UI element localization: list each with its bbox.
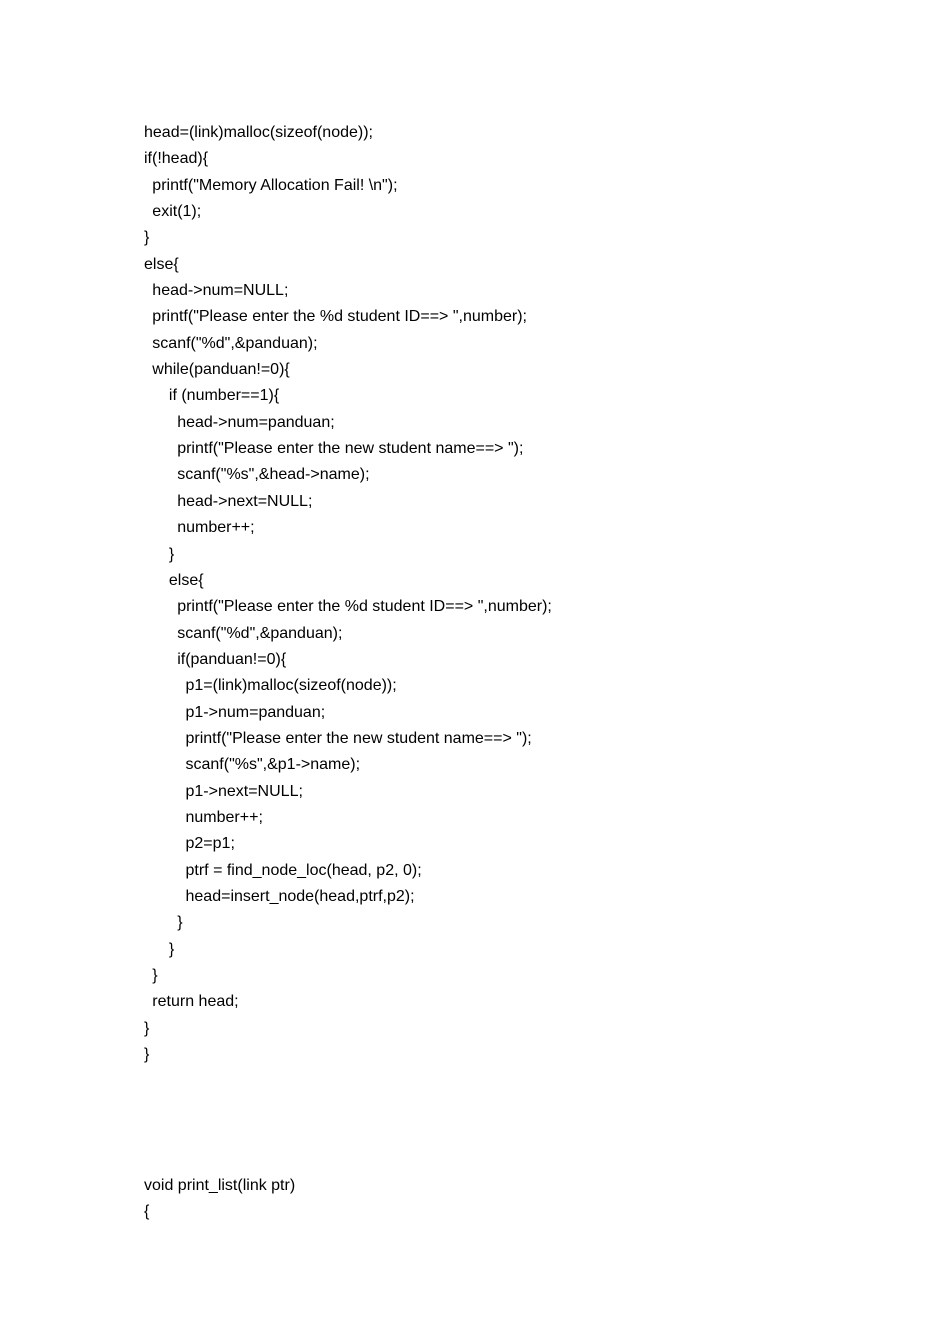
code-line: scanf("%d",&panduan); bbox=[152, 334, 318, 352]
code-line: if(panduan!=0){ bbox=[177, 650, 287, 668]
code-line: printf("Memory Allocation Fail! \n"); bbox=[152, 176, 398, 194]
code-line: } bbox=[152, 967, 158, 984]
code-line: p1=(link)malloc(sizeof(node)); bbox=[185, 677, 397, 695]
code-line: { bbox=[144, 1203, 150, 1221]
code-line: } bbox=[144, 229, 150, 247]
code-line: p1->num=panduan; bbox=[185, 703, 326, 721]
code-line: else{ bbox=[168, 571, 204, 589]
code-line: } bbox=[144, 1046, 150, 1064]
code-line: number++; bbox=[185, 808, 263, 826]
code-line: } bbox=[177, 914, 183, 932]
code-block-print-list bbox=[144, 1173, 295, 1226]
code-line: } bbox=[168, 545, 175, 563]
code-line: head->num=panduan; bbox=[177, 413, 335, 431]
code-line: } bbox=[168, 940, 175, 958]
code-line: head->num=NULL; bbox=[152, 282, 289, 300]
code-line: p1->next=NULL; bbox=[185, 782, 303, 800]
code-line: head=insert_node(head,ptrf,p2); bbox=[185, 887, 415, 905]
code-line: p2=p1; bbox=[185, 835, 235, 853]
code-line: if (number==1){ bbox=[168, 387, 280, 405]
code-line: exit(1); bbox=[152, 203, 202, 221]
code-line: return head; bbox=[152, 993, 239, 1011]
code-line: while(panduan!=0){ bbox=[152, 361, 290, 379]
code-line: printf("Please enter the %d student ID==> ",number); bbox=[177, 598, 552, 616]
code-line: scanf("%s",&head->name); bbox=[177, 466, 370, 484]
code-line: number++; bbox=[177, 519, 255, 537]
code-line: scanf("%d",&panduan); bbox=[177, 624, 343, 642]
code-line: } bbox=[144, 1019, 150, 1037]
code-line: void print_list(link ptr) bbox=[144, 1177, 296, 1194]
code-block-insert-function bbox=[144, 120, 552, 1068]
code-line: head=(link)malloc(sizeof(node)); bbox=[144, 124, 373, 141]
code-line: else{ bbox=[144, 255, 179, 273]
code-line: printf("Please enter the new student name==> "); bbox=[185, 729, 532, 747]
code-line: ptrf = find_node_loc(head, p2, 0); bbox=[185, 861, 422, 879]
code-line: printf("Please enter the %d student ID==> ",number); bbox=[152, 308, 527, 326]
code-line: if(!head){ bbox=[144, 150, 209, 168]
code-line: printf("Please enter the new student name==> "); bbox=[177, 440, 524, 458]
code-line: scanf("%s",&p1->name); bbox=[185, 756, 361, 774]
code-line: head->next=NULL; bbox=[177, 492, 313, 510]
